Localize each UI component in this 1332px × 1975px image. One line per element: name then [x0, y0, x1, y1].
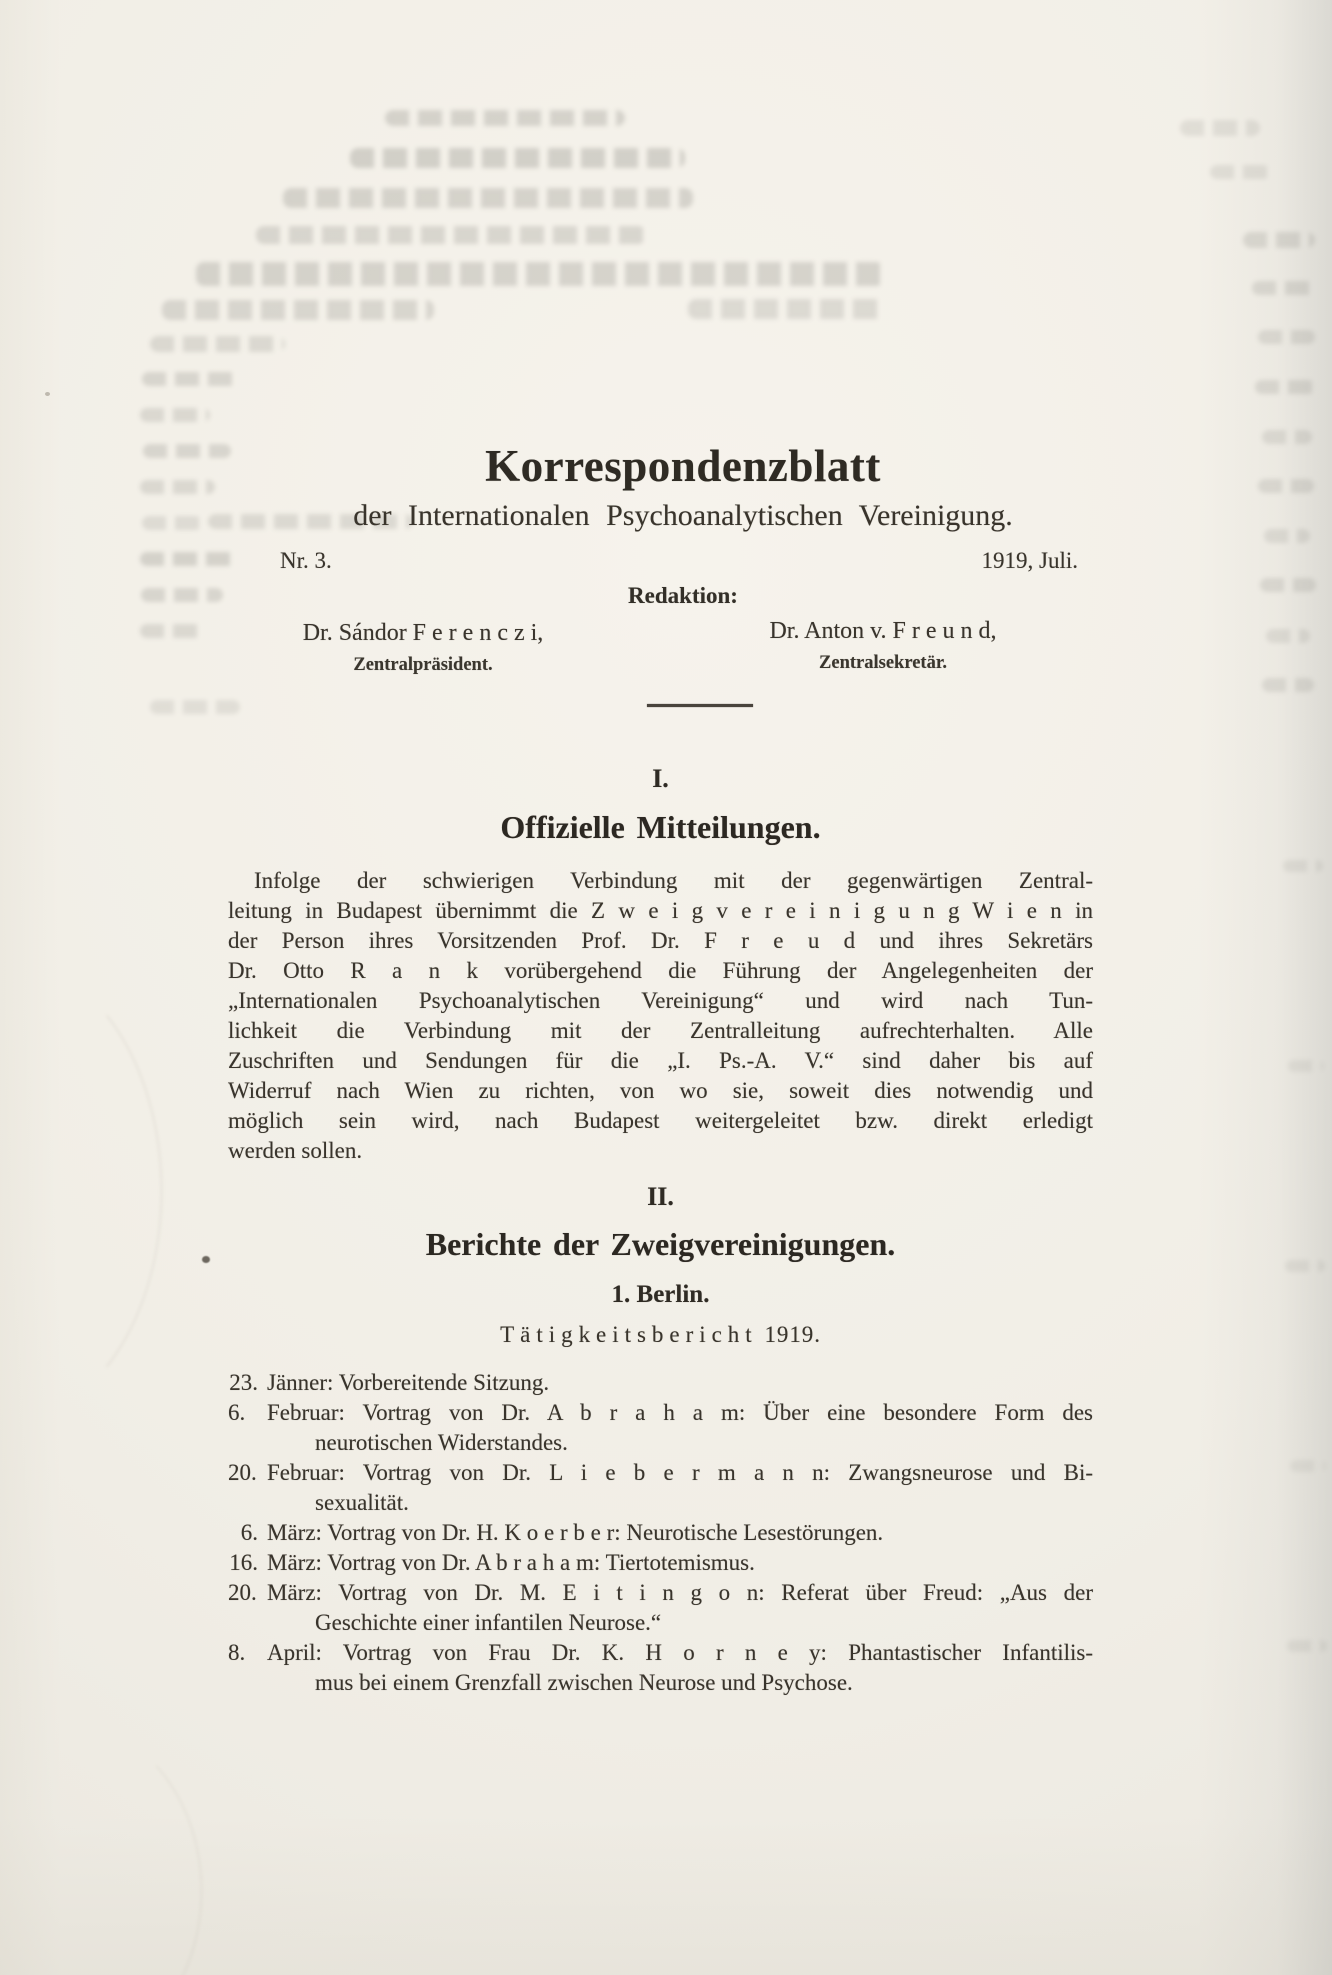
- section-2-heading: Berichte der Zweigvereinigungen.: [425, 1226, 896, 1262]
- event-line: [228, 1398, 1093, 1428]
- bleed-through-smudge: [140, 624, 204, 638]
- report-title-word: Tätigkeitsbericht: [500, 1322, 758, 1347]
- paragraph-line: Widerruf nach Wien zu richten, von wo sie, soweit dies notwendig und: [228, 1078, 1093, 1103]
- report-title-year: 1919.: [764, 1322, 821, 1347]
- editor-secretary: [723, 618, 1043, 674]
- event-day: 16.: [229, 1550, 258, 1575]
- event-day: 8.: [228, 1640, 246, 1665]
- bleed-through-smudge: [1210, 165, 1270, 179]
- event-continuation: Geschichte einer infantilen Neurose.“: [315, 1610, 662, 1635]
- event-text: März: Vortrag von Dr. A b r a h a m: Tiertotemismus.: [267, 1550, 755, 1575]
- paragraph-line: Infolge der schwierigen Verbindung mit der gegenwärtigen Zentral-: [254, 868, 1093, 893]
- paragraph-line: der Person ihres Vorsitzenden Prof. Dr. F r e u d und ihres Sekretärs: [228, 928, 1093, 953]
- paragraph-line: möglich sein wird, nach Budapest weitergeleitet bzw. direkt erledigt: [228, 1108, 1093, 1133]
- editor-president: [263, 620, 583, 676]
- bleed-through-smudge: [1285, 1260, 1325, 1272]
- bleed-through-smudge: [1262, 678, 1314, 692]
- bleed-through-smudge: [1266, 629, 1310, 643]
- bleed-through-smudge: [1283, 860, 1323, 872]
- editor-name: Dr. Anton v. F r e u n d,: [769, 618, 997, 644]
- editor-role: Zentralsekretär.: [819, 653, 947, 673]
- bleed-through-smudge: [196, 262, 884, 286]
- bleed-through-smudge: [143, 444, 231, 458]
- bleed-through-smudge: [142, 516, 202, 530]
- event-day: 6.: [228, 1400, 246, 1425]
- event-entry: [228, 1578, 1093, 1638]
- event-line: [228, 1578, 1093, 1608]
- paragraph-line: „Internationalen Psychoanalytischen Vereinigung“ und wird nach Tun-: [228, 988, 1093, 1013]
- paragraph-line: Dr. Otto R a n k vorübergehend die Führung der Angelegenheiten der: [228, 958, 1093, 983]
- event-day: 20.: [228, 1580, 257, 1605]
- bleed-through-smudge: [150, 700, 240, 714]
- event-entry: [228, 1458, 1093, 1518]
- paper-speck: [45, 392, 50, 396]
- journal-title: Korrespondenzblatt: [485, 441, 881, 491]
- event-line: [228, 1638, 1093, 1668]
- bleed-through-smudge: [1262, 430, 1312, 444]
- event-entry: [228, 1518, 1093, 1548]
- event-text: Jänner: Vorbereitende Sitzung.: [267, 1370, 550, 1395]
- bleed-through-smudge: [140, 552, 235, 566]
- event-line: [228, 1518, 1093, 1548]
- paragraph-line: werden sollen.: [228, 1138, 363, 1163]
- divider-rule: [647, 704, 753, 707]
- journal-subtitle: der Internationalen Psychoanalytischen Vereinigung.: [353, 499, 1013, 532]
- bleed-through-smudge: [140, 480, 215, 494]
- bleed-through-smudge: [385, 110, 625, 126]
- bleed-through-smudge: [283, 188, 693, 208]
- activity-report-entries: [228, 1368, 1093, 1698]
- event-line: [228, 1458, 1093, 1488]
- event-text: März: Vortrag von Dr. H. K o e r b e r: Neurotische Lesestörungen.: [267, 1520, 884, 1545]
- event-line: [228, 1548, 1093, 1578]
- editor-name: Dr. Sándor F e r e n c z i,: [302, 620, 544, 646]
- event-text: März: Vortrag von Dr. M. E i t i n g o n: Referat über Freud: „Aus der: [267, 1580, 1093, 1605]
- ink-spot: [202, 1256, 210, 1263]
- section-1-heading: Offizielle Mitteilungen.: [500, 809, 821, 845]
- issue-row: [280, 548, 1078, 574]
- bleed-through-smudge: [162, 300, 434, 320]
- event-text: April: Vortrag von Frau Dr. K. H o r n e y: Phantastischer Infantilis-: [267, 1640, 1093, 1665]
- bleed-through-smudge: [150, 336, 285, 352]
- bleed-through-smudge: [1243, 232, 1315, 248]
- event-entry: [228, 1638, 1093, 1698]
- bleed-through-smudge: [140, 408, 210, 422]
- bleed-through-smudge: [1255, 380, 1315, 394]
- branch-subheading: 1. Berlin.: [611, 1281, 710, 1308]
- event-text: Februar: Vortrag von Dr. A b r a h a m: Über eine besondere Form des: [267, 1400, 1093, 1425]
- event-day: 23.: [229, 1370, 258, 1395]
- event-continuation: mus bei einem Grenzfall zwischen Neurose und Psychose.: [315, 1670, 853, 1695]
- event-day: 20.: [228, 1460, 257, 1485]
- bleed-through-smudge: [1290, 1460, 1326, 1472]
- bleed-through-smudge: [1288, 1060, 1324, 1072]
- bleed-through-smudge: [1287, 1640, 1327, 1652]
- bleed-through-smudge: [1260, 578, 1316, 592]
- event-entry: [228, 1398, 1093, 1458]
- activity-report-title: [228, 1322, 1093, 1348]
- event-entry: [228, 1548, 1093, 1578]
- bleed-through-smudge: [256, 226, 646, 244]
- editor-role: Zentralpräsident.: [353, 655, 493, 675]
- bleed-through-smudge: [1180, 120, 1260, 136]
- section-2-numeral: II.: [647, 1182, 674, 1211]
- section-1-numeral: I.: [652, 764, 669, 793]
- official-announcement-paragraph: [228, 866, 1093, 1166]
- bleed-through-smudge: [1264, 529, 1310, 543]
- bleed-through-smudge: [1252, 281, 1314, 295]
- bleed-through-smudge: [350, 148, 685, 168]
- event-text: Februar: Vortrag von Dr. L i e b e r m a n n: Zwangsneurose und Bi-: [267, 1460, 1093, 1485]
- bleed-through-smudge: [688, 299, 886, 319]
- event-line: [228, 1368, 1093, 1398]
- bleed-through-smudge: [141, 588, 223, 602]
- event-continuation: neurotischen Widerstandes.: [315, 1430, 568, 1455]
- bleed-through-smudge: [142, 372, 237, 386]
- paragraph-line: leitung in Budapest übernimmt die Z w e i g v e r e i n i g u n g W i e n in: [228, 898, 1093, 923]
- bleed-through-smudge: [1258, 479, 1314, 493]
- event-continuation: sexualität.: [315, 1490, 409, 1515]
- issue-date: 1919, Juli.: [981, 548, 1078, 573]
- event-entry: [228, 1368, 1093, 1398]
- bleed-through-smudge: [1258, 330, 1315, 344]
- paragraph-line: lichkeit die Verbindung mit der Zentralleitung aufrechterhalten. Alle: [228, 1018, 1093, 1043]
- paragraph-line: Zuschriften und Sendungen für die „I. Ps.-A. V.“ sind daher bis auf: [228, 1048, 1093, 1073]
- redaktion-label: Redaktion:: [628, 583, 738, 608]
- issue-number: Nr. 3.: [280, 548, 332, 573]
- event-day: 6.: [240, 1520, 258, 1545]
